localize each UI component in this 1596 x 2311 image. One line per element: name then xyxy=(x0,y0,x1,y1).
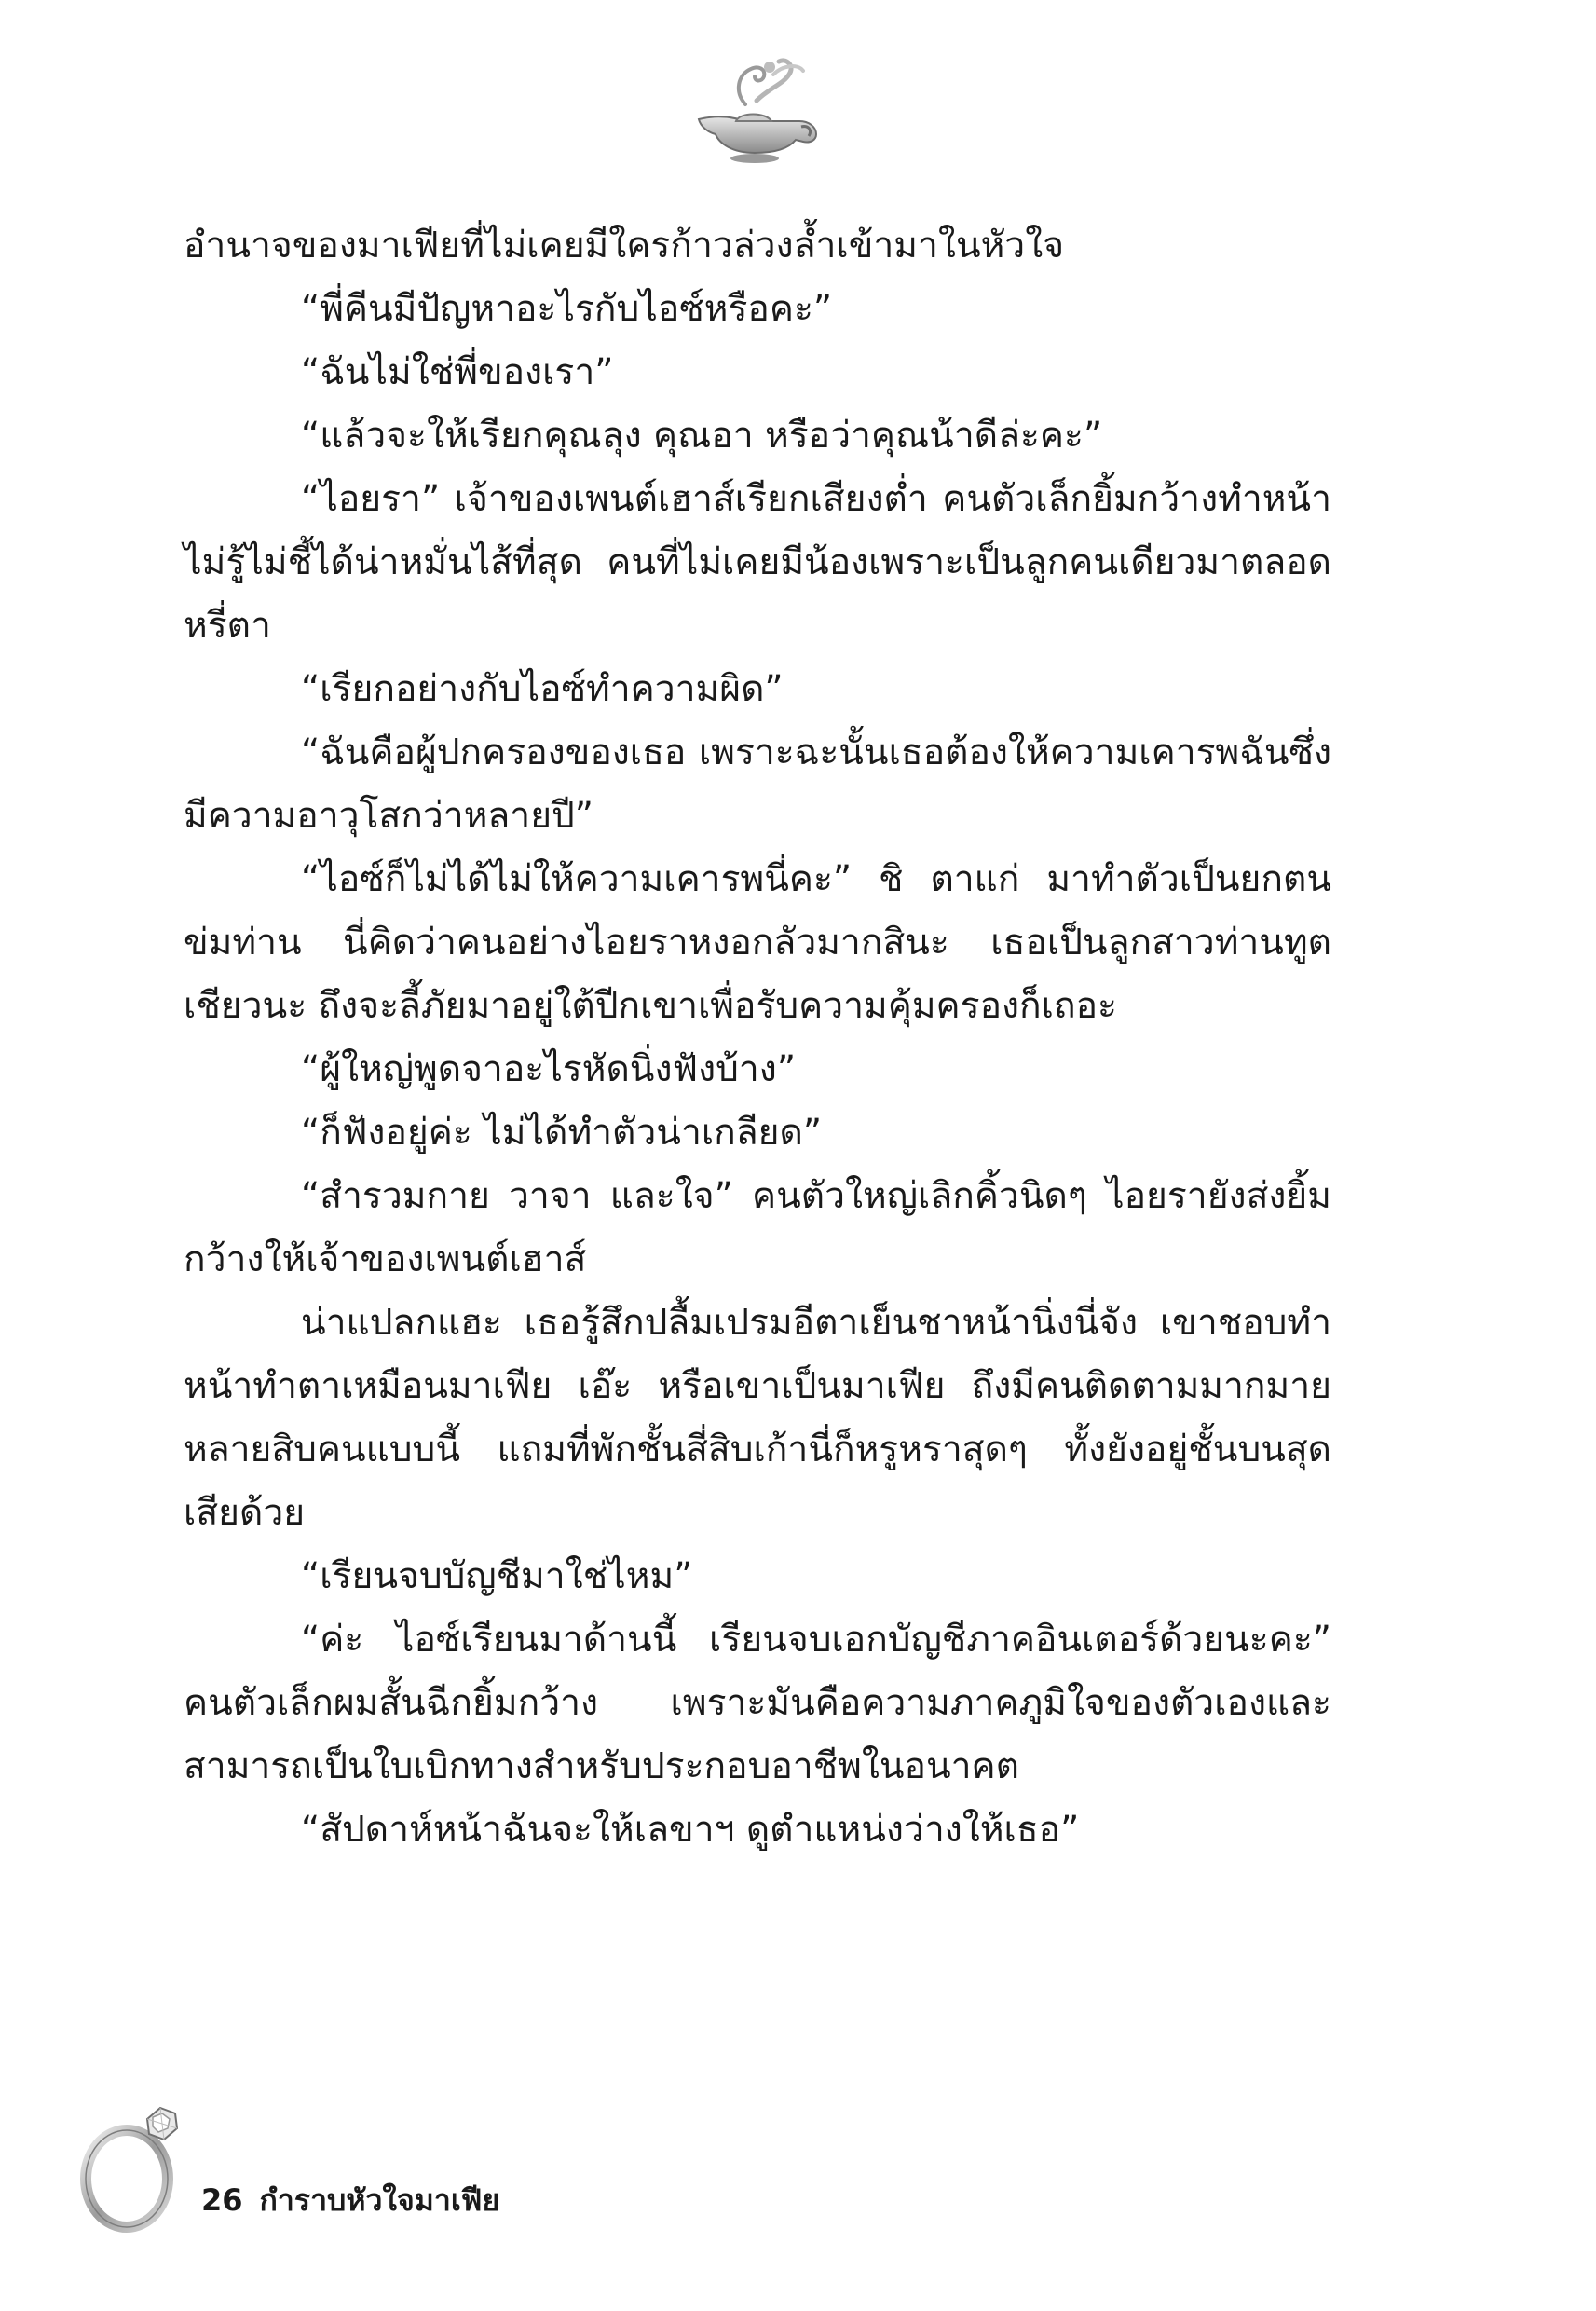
paragraph: “ค่ะ ไอซ์เรียนมาด้านนี้ เรียนจบเอกบัญชีภาคอินเตอร์ด้วยนะคะ” คนตัวเล็กผมสั้นฉีกยิ้มกว้าง เพราะมันคือความภาคภูมิใจของตัวเองและสามารถเป็นใบเบิกทางสำหรับประกอบอาชีพในอนาคต xyxy=(184,1619,1331,1787)
paragraph: “แล้วจะให้เรียกคุณลุง คุณอา หรือว่าคุณน้าดีล่ะคะ” xyxy=(301,415,1103,457)
paragraph: อำนาจของมาเฟียที่ไม่เคยมีใครก้าวล่วงล้ำเข้ามาในหัวใจ xyxy=(184,225,1065,267)
paragraph: “ฉันคือผู้ปกครองของเธอ เพราะฉะนั้นเธอต้องให้ความเคารพฉันซึ่งมีความอาวุโสกว่าหลายปี” xyxy=(184,732,1331,837)
paragraph: “สัปดาห์หน้าฉันจะให้เลขาฯ ดูตำแหน่งว่างให้เธอ” xyxy=(301,1809,1080,1851)
paragraph: “สำรวมกาย วาจา และใจ” คนตัวใหญ่เลิกคิ้วนิดๆ ไอยรายังส่งยิ้มกว้างให้เจ้าของเพนต์เฮาส์ xyxy=(184,1175,1331,1280)
page-footer xyxy=(201,2177,499,2223)
book-title: กำราบหัวใจมาเฟีย xyxy=(259,2182,500,2218)
magic-lamp-icon xyxy=(680,47,829,168)
paragraph: “ไอซ์ก็ไม่ได้ไม่ให้ความเคารพนี่คะ” ชิ ตาแก่ มาทำตัวเป็นยกตนข่มท่าน นี่คิดว่าคนอย่างไอยราหงอกลัวมากสินะ เธอเป็นลูกสาวท่านทูตเชียวนะ ถึงจะลี้ภัยมาอยู่ใต้ปีกเขาเพื่อรับความคุ้มครองก็เถอะ xyxy=(184,858,1331,1027)
paragraph: “ก็ฟังอยู่ค่ะ ไม่ได้ทำตัวน่าเกลียด” xyxy=(301,1112,823,1154)
paragraph: “พี่คีนมีปัญหาอะไรกับไอซ์หรือคะ” xyxy=(301,288,833,330)
body-text xyxy=(184,214,1331,1862)
page-number: 26 xyxy=(201,2182,243,2218)
paragraph: “เรียกอย่างกับไอซ์ทำความผิด” xyxy=(301,668,784,710)
diamond-ring-icon xyxy=(71,2085,201,2235)
paragraph: “ไอยรา” เจ้าของเพนต์เฮาส์เรียกเสียงต่ำ คนตัวเล็กยิ้มกว้างทำหน้าไม่รู้ไม่ชี้ได้น่าหมั่นไส้ที่สุด คนที่ไม่เคยมีน้องเพราะเป็นลูกคนเดียวมาตลอดหรี่ตา xyxy=(184,478,1331,647)
paragraph: “ฉันไม่ใช่พี่ของเรา” xyxy=(301,351,614,393)
paragraph: น่าแปลกแฮะ เธอรู้สึกปลื้มเปรมอีตาเย็นชาหน้านิ่งนี่จัง เขาชอบทำหน้าทำตาเหมือนมาเฟีย เอ๊ะ หรือเขาเป็นมาเฟีย ถึงมีคนติดตามมากมายหลายสิบคนแบบนี้ แถมที่พักชั้นสี่สิบเก้านี่ก็หรูหราสุดๆ ทั้งยังอยู่ชั้นบนสุดเสียด้วย xyxy=(184,1302,1331,1534)
paragraph: “ผู้ใหญ่พูดจาอะไรหัดนิ่งฟังบ้าง” xyxy=(301,1048,797,1090)
paragraph: “เรียนจบบัญชีมาใช่ไหม” xyxy=(301,1555,693,1597)
